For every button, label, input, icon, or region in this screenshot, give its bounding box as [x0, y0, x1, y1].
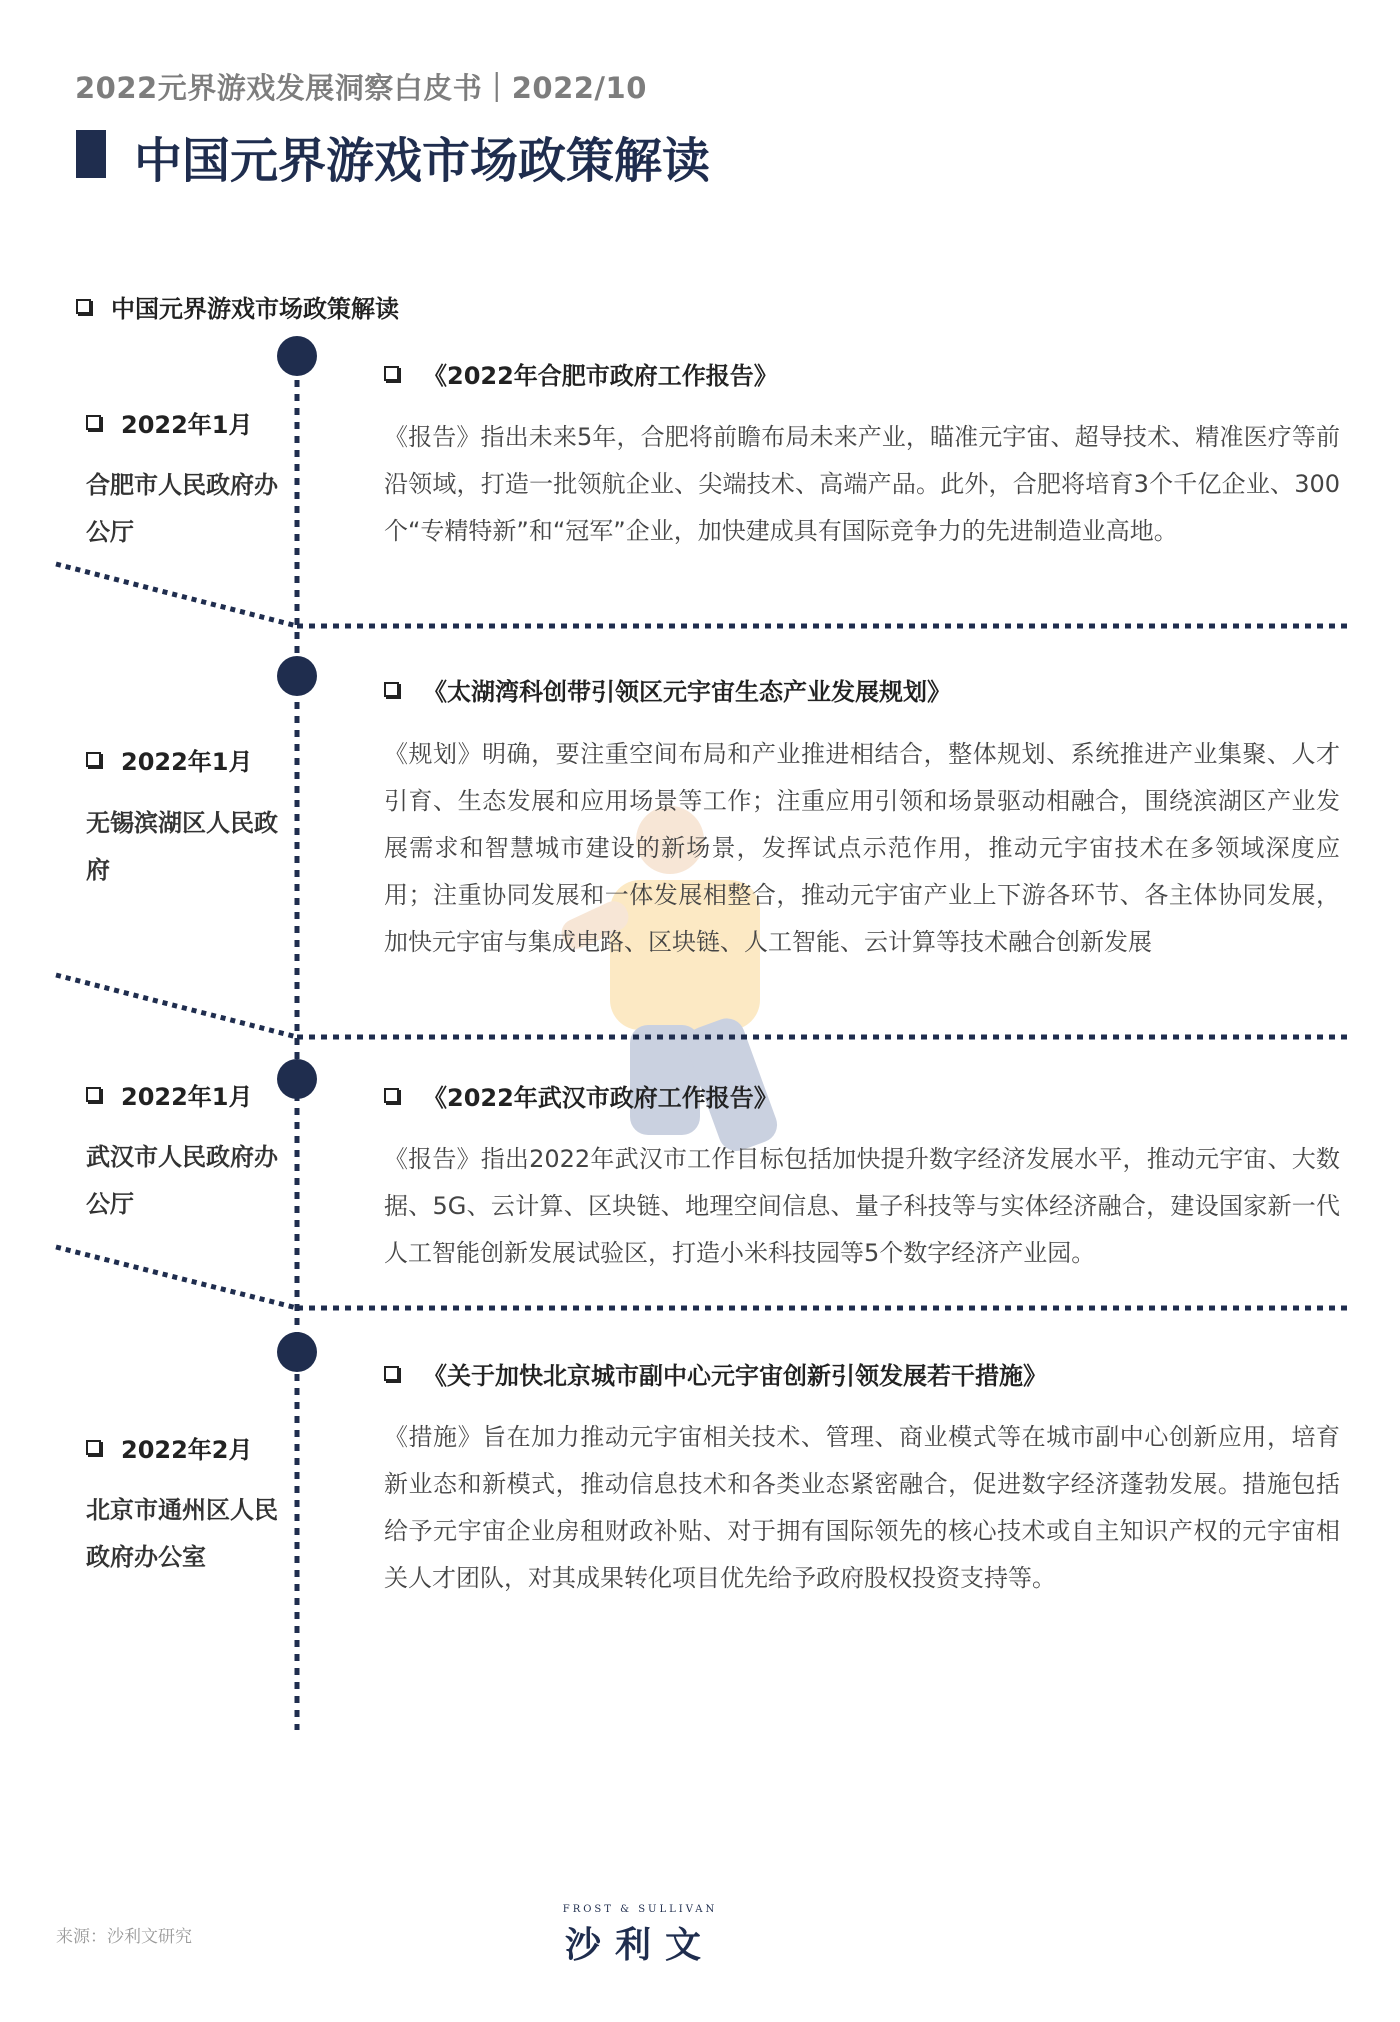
report-header: 2022元界游戏发展洞察白皮书｜2022/10	[75, 71, 647, 105]
timeline-node-1	[277, 336, 317, 376]
frost-sullivan-logo	[540, 1904, 740, 1968]
policy-3-org: 武汉市人民政府办公厅	[86, 1143, 278, 1218]
policy-1-body: 《报告》指出未来5年，合肥将前瞻布局未来产业，瞄准元宇宙、超导技术、精准医疗等前沿领域，打造一批领航企业、尖端技术、高端产品。此外，合肥将培育3个千亿企业、300个“专精特新”和“冠军”企业，加快建成具有国际竞争力的先进制造业高地。	[384, 423, 1340, 545]
policy-3-date-text: 2022年1月	[121, 1083, 253, 1111]
logo-chinese: 沙利文	[564, 1925, 715, 1966]
policy-1-date	[86, 405, 253, 440]
policy-2-date-text: 2022年1月	[121, 748, 253, 776]
policy-4-body: 《措施》旨在加力推动元宇宙相关技术、管理、商业模式等在城市副中心创新应用，培育新业态和新模式，推动信息技术和各类业态紧密融合，促进数字经济蓬勃发展。措施包括给予元宇宙企业房租财政补贴、对于拥有国际领先的核心技术或自主知识产权的元宇宙相关人才团队，对其成果转化项目优先给予政府股权投资支持等。	[384, 1423, 1340, 1592]
checkbox-bullet-icon	[384, 366, 399, 381]
checkbox-bullet-icon	[384, 682, 399, 697]
timeline-node-2	[277, 656, 317, 696]
policy-3-title	[384, 1078, 778, 1113]
checkbox-bullet-icon	[86, 415, 101, 430]
policy-1-title	[384, 356, 778, 391]
checkbox-bullet-icon	[86, 1440, 101, 1455]
policy-2-org: 无锡滨湖区人民政府	[86, 809, 278, 884]
logo-english: FROST & SULLIVAN	[562, 1904, 718, 1915]
policy-2-title	[384, 672, 951, 707]
separator-1	[56, 564, 1352, 626]
policy-3-date	[86, 1077, 253, 1112]
policy-2-title-text: 《太湖湾科创带引领区元宇宙生态产业发展规划》	[423, 678, 951, 706]
policy-1-org: 合肥市人民政府办公厅	[86, 471, 278, 546]
footer-source: 来源：沙利文研究	[56, 1927, 192, 1947]
section-heading-text: 中国元界游戏市场政策解读	[111, 295, 399, 323]
policy-1-date-text: 2022年1月	[121, 411, 253, 439]
policy-4-title	[384, 1356, 1047, 1391]
separator-2	[56, 975, 1352, 1037]
timeline-node-3	[277, 1059, 317, 1099]
policy-2-date	[86, 742, 253, 777]
checkbox-bullet-icon	[384, 1366, 399, 1381]
checkbox-bullet-icon	[86, 752, 101, 767]
timeline-node-4	[277, 1332, 317, 1372]
policy-4-date-text: 2022年2月	[121, 1436, 253, 1464]
policy-1-title-text: 《2022年合肥市政府工作报告》	[423, 362, 778, 390]
policy-3-body: 《报告》指出2022年武汉市工作目标包括加快提升数字经济发展水平，推动元宇宙、大数据、5G、云计算、区块链、地理空间信息、量子科技等与实体经济融合，建设国家新一代人工智能创新发展试验区，打造小米科技园等5个数字经济产业园。	[384, 1145, 1340, 1267]
policy-4-org: 北京市通州区人民政府办公室	[86, 1496, 278, 1571]
page-title: 中国元界游戏市场政策解读	[134, 133, 711, 189]
policy-4-date	[86, 1430, 253, 1465]
checkbox-bullet-icon	[86, 1087, 101, 1102]
policy-3-title-text: 《2022年武汉市政府工作报告》	[423, 1084, 778, 1112]
policy-4-title-text: 《关于加快北京城市副中心元宇宙创新引领发展若干措施》	[423, 1362, 1047, 1390]
policy-2-body: 《规划》明确，要注重空间布局和产业推进相结合，整体规划、系统推进产业集聚、人才引育、生态发展和应用场景等工作；注重应用引领和场景驱动相融合，围绕滨湖区产业发展需求和智慧城市建设的新场景，发挥试点示范作用，推动元宇宙技术在多领域深度应用；注重协同发展和一体发展相整合，推动元宇宙产业上下游各环节、各主体协同发展，加快元宇宙与集成电路、区块链、人工智能、云计算等技术融合创新发展	[384, 740, 1340, 956]
checkbox-bullet-icon	[384, 1088, 399, 1103]
